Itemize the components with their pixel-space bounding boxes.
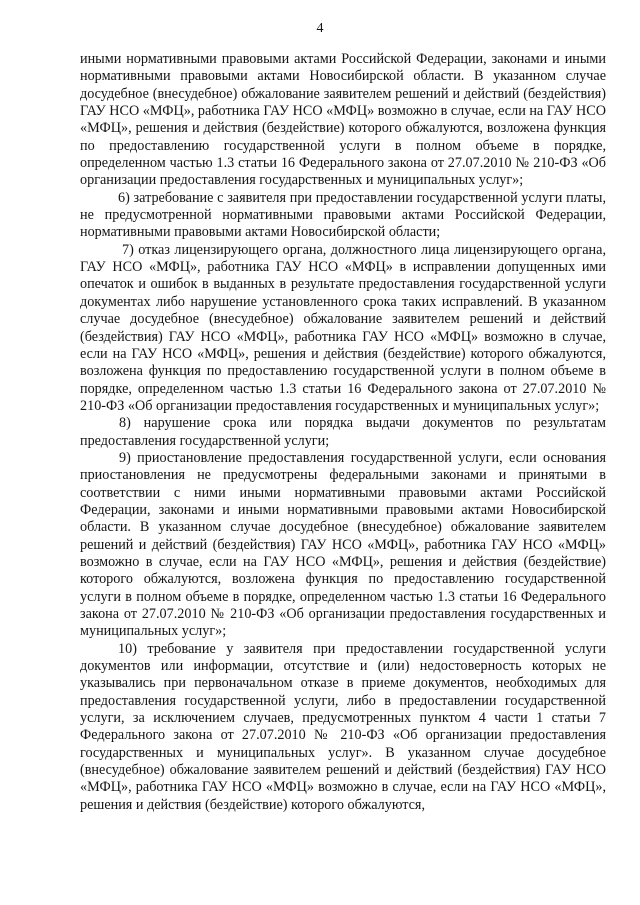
paragraph-item-10: 10) требование у заявителя при предоставлении государственной услуги документов или информации, отсутствие и (или) недостоверность которых не указывались при первоначальном отказе в приеме документов, необходимых для предоставления государственной услуги, либо в предоставлении государственной услуги, за исключением случаев, предусмотренных пунктом 4 части 1 статьи 7 Федерального закона от 27.07.2010 № 210-ФЗ «Об организации предоставления государственных и муниципальных услуг». В указанном случае досудебное (внесудебное) обжалование заявителем решений и действий (бездействия) ГАУ НСО «МФЦ», работника ГАУ НСО «МФЦ» возможно в случае, если на ГАУ НСО «МФЦ», решения и действия (бездействие) которого обжалуются, (80, 640, 606, 813)
paragraph-item-9: 9) приостановление предоставления государственной услуги, если основания приостановления не предусмотрены федеральными законами и принятыми в соответствии с ними иными нормативными правовыми актами Российской Федерации, законами и иными нормативными правовыми актами Новосибирской области. В указанном случае досудебное (внесудебное) обжалование заявителем решений и действий (бездействия) ГАУ НСО «МФЦ», работника ГАУ НСО «МФЦ» возможно в случае, если на ГАУ НСО «МФЦ», решения и действия (бездействие) которого обжалуются, возложена функция по предоставлению государственной услуги в полном объеме в порядке, определенном частью 1.3 статьи 16 Федерального закона от 27.07.2010 № 210-ФЗ «Об организации предоставления государственных и муниципальных услуг»; (80, 449, 606, 640)
paragraph-item-7: 7) отказ лицензирующего органа, должностного лица лицензирующего органа, ГАУ НСО «МФЦ», работника ГАУ НСО «МФЦ» в исправлении допущенных ими опечаток и ошибок в выданных в результате предоставления государственной услуги документах либо нарушение установленного срока таких исправлений. В указанном случае досудебное (внесудебное) обжалование заявителем решений и действий (бездействия) ГАУ НСО «МФЦ», работника ГАУ НСО «МФЦ» возможно в случае, если на ГАУ НСО «МФЦ», решения и действия (бездействие) которого обжалуются, возложена функция по предоставлению государственной услуги в полном объеме в порядке, определенном частью 1.3 статьи 16 Федерального закона от 27.07.2010 № 210-ФЗ «Об организации предоставления государственных и муниципальных услуг»; (80, 241, 606, 414)
paragraph-item-6: 6) затребование с заявителя при предоставлении государственной услуги платы, не предусмотренной нормативными правовыми актами Российской Федерации, нормативными правовыми актами Новосибирской области; (80, 189, 606, 241)
paragraph-continuation: иными нормативными правовыми актами Российской Федерации, законами и иными нормативными правовыми актами Новосибирской области. В указанном случае досудебное (внесудебное) обжалование заявителем решений и действий (бездействия) ГАУ НСО «МФЦ», работника ГАУ НСО «МФЦ» возможно в случае, если на ГАУ НСО «МФЦ», решения и действия (бездействие) которого обжалуются, возложена функция по предоставлению государственной услуги в полном объеме в порядке, определенном частью 1.3 статьи 16 Федерального закона от 27.07.2010 № 210-ФЗ «Об организации предоставления государственных и муниципальных услуг»; (80, 51, 606, 189)
paragraph-item-8: 8) нарушение срока или порядка выдачи документов по результатам предоставления государственной услуги; (80, 415, 606, 449)
page-number: 4 (316, 21, 324, 36)
document-body (80, 51, 606, 814)
